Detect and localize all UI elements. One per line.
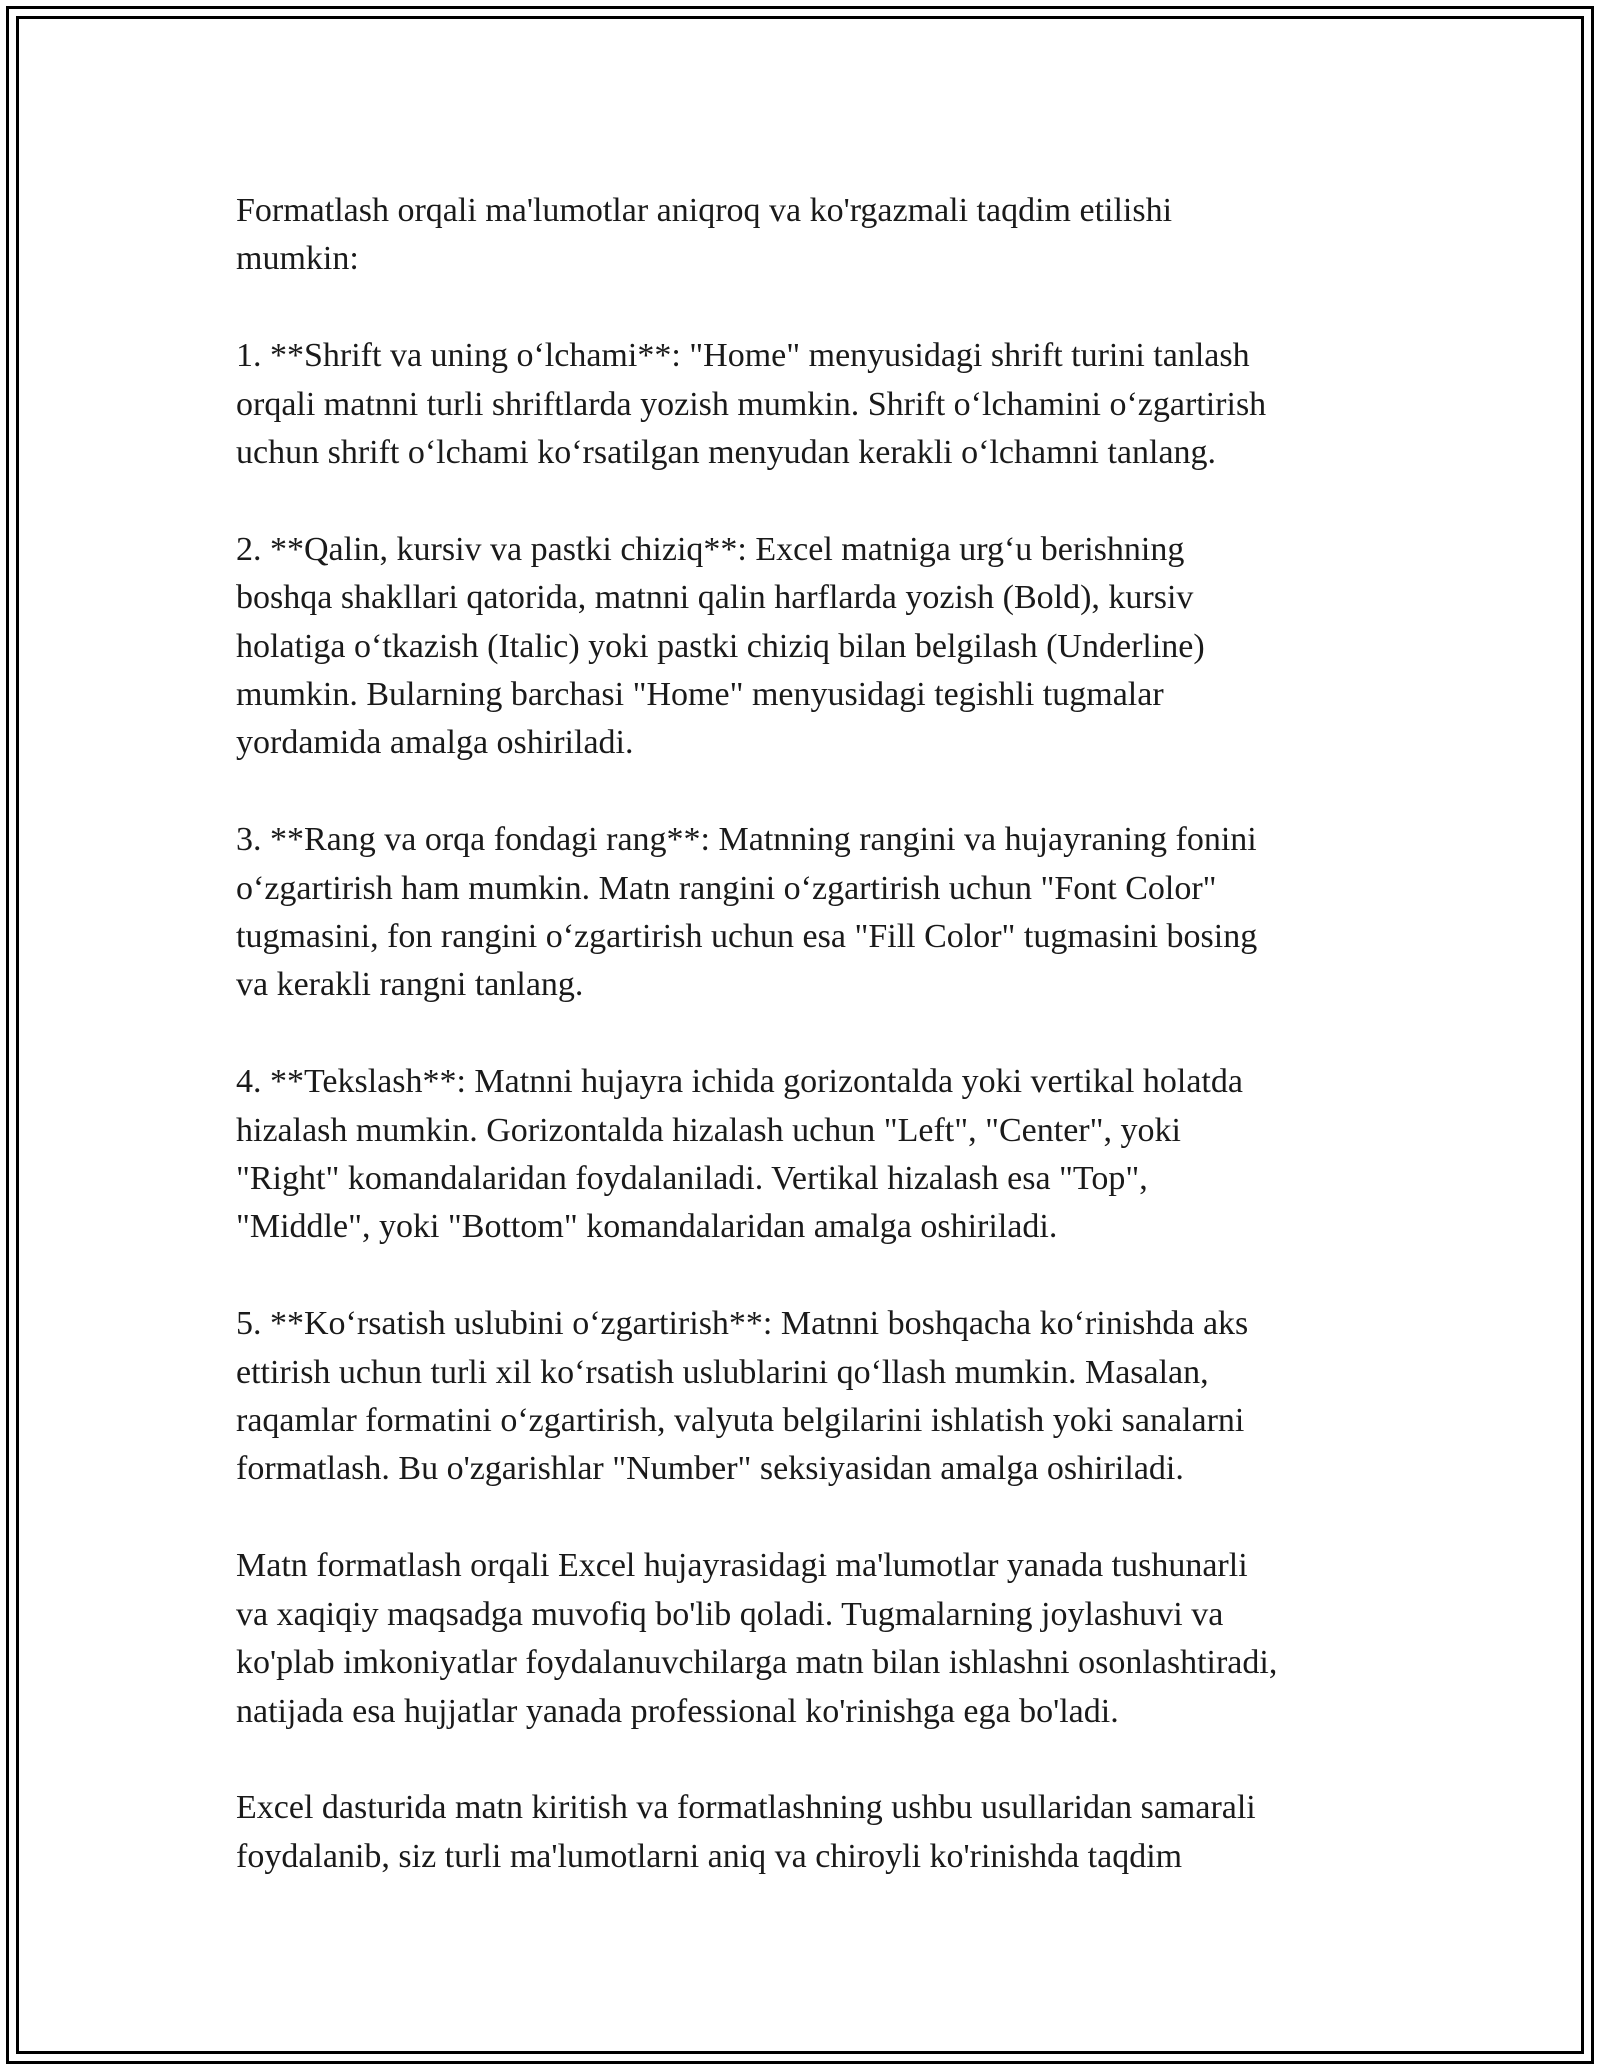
list-item-display-style: 5. **Ko‘rsatish uslubini o‘zgartirish**: Matnni boshqacha ko‘rinishda aks ettirish uchun turli xil ko‘rsatish uslublarini qo‘llash mumkin. Masalan, raqamlar formatini o‘zgartirish, valyuta belgilarini ishlatish yoki sanalarni formatlash. Bu o'zgarishlar "Number" seksiyasidan amalga oshiriladi. — [236, 1305, 1249, 1488]
list-item-font-size: 1. **Shrift va uning o‘lchami**: "Home" menyusidagi shrift turini tanlash orqali matnni turli shriftlarda yozish mumkin. Shrift o‘lchamini o‘zgartirish uchun shrift o‘lchami ko‘rsatilgan menyudan kerakli o‘lchamni tanlang. — [236, 337, 1267, 472]
list-item-color: 3. **Rang va orqa fondagi rang**: Matnning rangini va hujayraning fonini o‘zgartirish ham mumkin. Matn rangini o‘zgartirish uchun "Font Color" tugmasini, fon rangini o‘zgartirish uchun esa "Fill Color" tugmasini bosing va kerakli rangni tanlang. — [236, 821, 1258, 1004]
closing-paragraph: Excel dasturida matn kiritish va formatlashning ushbu usullaridan samarali foydalanib, siz turli ma'lumotlarni aniq va chiroyli ko'rinishda taqdim — [236, 1789, 1256, 1875]
list-item-bold-italic-underline: 2. **Qalin, kursiv va pastki chiziq**: Excel matniga urg‘u berishning boshqa shakllari qatorida, matnni qalin harflarda yozish (Bold), kursiv holatiga o‘tkazish (Italic) yoki pastki chiziq bilan belgilash (Underline) mumkin. Bularning barchasi "Home" menyusidagi tegishli tugmalar yordamida amalga oshiriladi. — [236, 530, 1205, 762]
intro-paragraph: Formatlash orqali ma'lumotlar aniqroq va ko'rgazmali taqdim etilishi mumkin: — [236, 192, 1173, 278]
summary-paragraph: Matn formatlash orqali Excel hujayrasidagi ma'lumotlar yanada tushunarli va xaqiqiy maqsadga muvofiq bo'lib qoladi. Tugmalarning joylashuvi va ko'plab imkoniyatlar foydalanuvchilarga matn bilan ishlashni osonlashtiradi, natijada esa hujjatlar yanada professional ko'rinishga ega bo'ladi. — [236, 1547, 1278, 1730]
list-item-alignment: 4. **Tekslash**: Matnni hujayra ichida gorizontalda yoki vertikal holatda hizalash mumkin. Gorizontalda hizalash uchun "Left", "Center", yoki "Right" komandalaridan foydalaniladi. Vertikal hizalash esa "Top", "Middle", yoki "Bottom" komandalaridan amalga oshiriladi. — [236, 1063, 1243, 1246]
document-body — [236, 187, 1386, 1881]
